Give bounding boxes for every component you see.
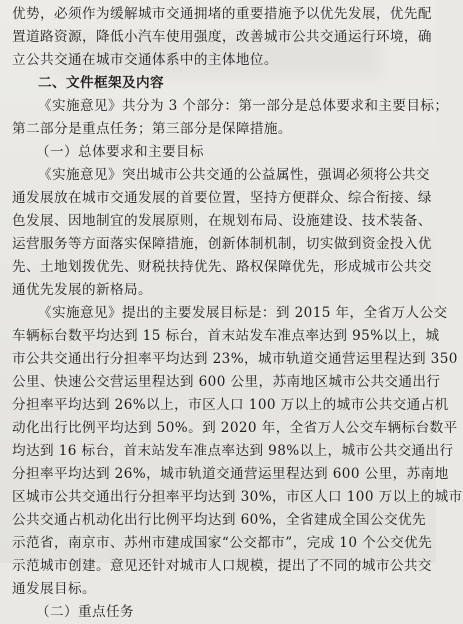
- body-text-line: 先、土地划拨优先、财税扶持优先、路权保障优先，形成城市公共交: [12, 259, 432, 275]
- body-text-line: 优势，必须作为缓解城市交通拥堵的重要措施予以优先发展，优先配: [12, 6, 432, 22]
- subsection-heading: （二）重点任务: [36, 604, 134, 620]
- body-text-line: 均达到 16 标台，首末站发车准点率达到 98%以上，城市公共交通出行: [12, 443, 454, 459]
- body-text-line: 公共交通占机动化出行比例平均达到 60%，全省建成全国公交优先: [12, 512, 426, 528]
- body-text-line: 第二部分是重点任务；第三部分是保障措施。: [12, 121, 292, 137]
- body-text-line: 动化出行比例平均达到 50%。到 2020 年，全省万人公交车辆标台数平: [12, 420, 458, 436]
- body-text-line: 《实施意见》共分为 3 个部分：第一部分是总体要求和主要目标；: [38, 98, 449, 114]
- body-text-line: 《实施意见》提出的主要发展目标是：到 2015 年，全省万人公交: [38, 305, 448, 321]
- body-text-line: 《实施意见》突出城市公共交通的公益属性，强调必须将公共交: [38, 167, 430, 183]
- body-text-line: 示范省，南京市、苏州市建成国家“公交都市”，完成 10 个公交优先: [12, 535, 433, 551]
- body-text-line: 车辆标台数平均达到 15 标台，首末站发车准点率达到 95%以上，城: [12, 328, 440, 344]
- body-text-line: 通发展目标。: [12, 581, 96, 597]
- body-text-line: 市公共交通出行分担率平均达到 23%，城市轨道交通营运里程达到 350: [12, 351, 458, 367]
- subsection-heading: （一）总体要求和主要目标: [36, 144, 204, 160]
- body-text-line: 色发展、因地制宜的发展原则，在规划布局、设施建设、技术装备、: [12, 213, 432, 229]
- body-text-line: 区城市公共交通出行分担率平均达到 30%，市区人口 100 万以上的城市: [12, 489, 463, 505]
- body-text-line: 运营服务等方面落实保障措施，创新体制机制，切实做到资金投入优: [12, 236, 432, 252]
- body-text-line: 立公共交通在城市交通体系中的主体地位。: [12, 52, 278, 68]
- body-text-line: 通发展放在城市交通发展的首要位置，坚持方便群众、综合衔接、绿: [12, 190, 432, 206]
- body-text-line: 通优先发展的新格局。: [12, 282, 152, 298]
- section-heading: 二、文件框架及内容: [38, 75, 164, 91]
- body-text-line: 分担率平均达到 26%以上，市区人口 100 万以上的城市公共交通占机: [12, 397, 449, 413]
- body-text-line: 公里、快速公交营运里程达到 600 公里，苏南地区城市公共交通出行: [12, 374, 441, 390]
- body-text-line: 示范城市创建。意见还针对城市人口规模，提出了不同的城市公共交: [12, 558, 432, 574]
- body-text-line: 置道路资源，降低小汽车使用强度，改善城市公共交通运行环境，确: [12, 29, 432, 45]
- body-text-line: 分担率平均达到 26%，城市轨道交通营运里程达到 600 公里，苏南地: [12, 466, 449, 482]
